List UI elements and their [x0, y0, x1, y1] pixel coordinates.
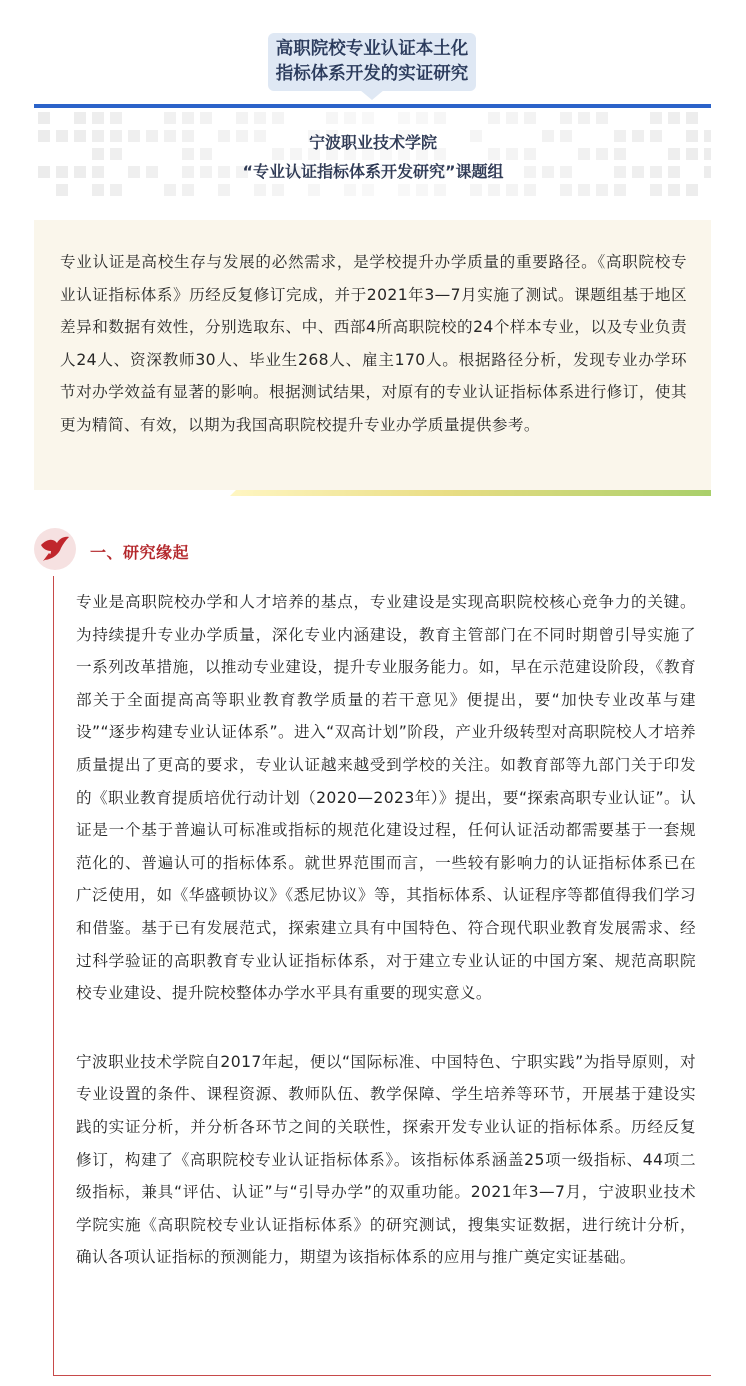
title-box-pointer [360, 90, 384, 100]
grid-square [434, 112, 446, 124]
section-paragraph-2: 宁波职业技术学院自2017年起，便以“国际标准、中国特色、宁职实践”为指导原则，对专业设置的条件、课程资源、教师队伍、教学保障、学生培养等环节，开展基于建设实践的实证分析，并分析各环节之间的关联性，探索开发专业认证的指标体系。历经反复修订，构建了《高职院校专业认证指标体系》。该指标体系涵盖25项一级指标、44项二级指标，兼具“评估、认证”与“引导办学”的双重功能。2021年3—7月，宁波职业技术学院实施《高职院校专业认证指标体系》的研究测试，搜集实证数据，进行统计分析，确认各项认证指标的预测能力，期望为该指标体系的应用与推广奠定实证基础。 [76, 1052, 696, 1267]
grid-square [650, 112, 662, 124]
author-group: “专业认证指标体系开发研究”课题组 [242, 162, 504, 181]
grid-square [560, 112, 572, 124]
section-paragraph-1: 专业是高职院校办学和人才培养的基点，专业建设是实现高职院校核心竞争力的关键。为持续提升专业办学质量，深化专业内涵建设，教育主管部门在不同时期曾引导实施了一系列改革措施，以推动专业建设，提升专业服务能力。如，早在示范建设阶段，《教育部关于全面提高高等职业教育教学质量的若干意见》便提出，要“加快专业改革与建设”“逐步构建专业认证体系”。进入“双高计划”阶段，产业升级转型对高职院校人才培养质量提出了更高的要求，专业认证越来越受到学校的关注。如教育部等九部门关于印发的《职业教育提质培优行动计划（2020—2023年）》提出，要“探索高职专业认证”。认证是一个基于普遍认可标准或指标的规范化建设过程，任何认证活动都需要基于一套规范化的、普遍认可的指标体系。就世界范围而言，一些较有影响力的认证指标体系已在广泛使用，如《华盛顿协议》《悉尼协议》等，其指标体系、认证程序等都值得我们学习和借鉴。基于已有发展范式，探索建立具有中国特色、符合现代职业教育发展需求、经过科学验证的高职教育专业认证指标体系，对于建立专业认证的中国方案、规范高职院校专业建设、提升院校整体办学水平具有重要的现实意义。 [76, 593, 696, 1003]
author-block [0, 128, 746, 186]
article-title-line1: 高职院校专业认证本土化 [275, 39, 469, 59]
section-body [76, 586, 696, 1274]
grid-square [596, 112, 608, 124]
dove-icon [39, 535, 71, 563]
grid-square [182, 112, 194, 124]
section-title: 一、研究缘起 [90, 543, 190, 562]
grid-square [578, 112, 590, 124]
abstract-text: 专业认证是高校生存与发展的必然需求，是学校提升办学质量的重要路径。《高职院校专业认证指标体系》历经反复修订完成，并于2021年3—7月实施了测试。课题组基于地区差异和数据有效性，分别选取东、中、西部4所高职院校的24个样本专业，以及专业负责人24人、资深教师30人、毕业生268人、雇主170人。根据路径分析，发现专业办学环节对办学效益有显著的影响。根据测试结果，对原有的专业认证指标体系进行修订，使其更为精简、有效，以期为我国高职院校提升专业办学质量提供参考。 [60, 253, 687, 434]
author-institution: 宁波职业技术学院 [308, 133, 437, 152]
grid-square [686, 112, 698, 124]
grid-square [344, 112, 356, 124]
section-badge [34, 528, 76, 570]
grid-square [488, 112, 500, 124]
grid-square [326, 112, 338, 124]
grid-square [398, 112, 410, 124]
article-title-box [268, 33, 476, 91]
grid-square [38, 112, 50, 124]
grid-square [416, 112, 428, 124]
article-title-line2: 指标体系开发的实证研究 [275, 64, 469, 84]
abstract-box [34, 220, 711, 490]
grid-square [74, 112, 86, 124]
grid-square [254, 112, 266, 124]
abstract-gradient-divider [230, 490, 711, 496]
grid-square [164, 112, 176, 124]
grid-square [92, 112, 104, 124]
grid-square [236, 112, 248, 124]
grid-square [362, 112, 374, 124]
grid-square [272, 112, 284, 124]
grid-square [668, 112, 680, 124]
grid-square [110, 112, 122, 124]
grid-square [506, 112, 518, 124]
grid-square [200, 112, 212, 124]
grid-square [524, 112, 536, 124]
